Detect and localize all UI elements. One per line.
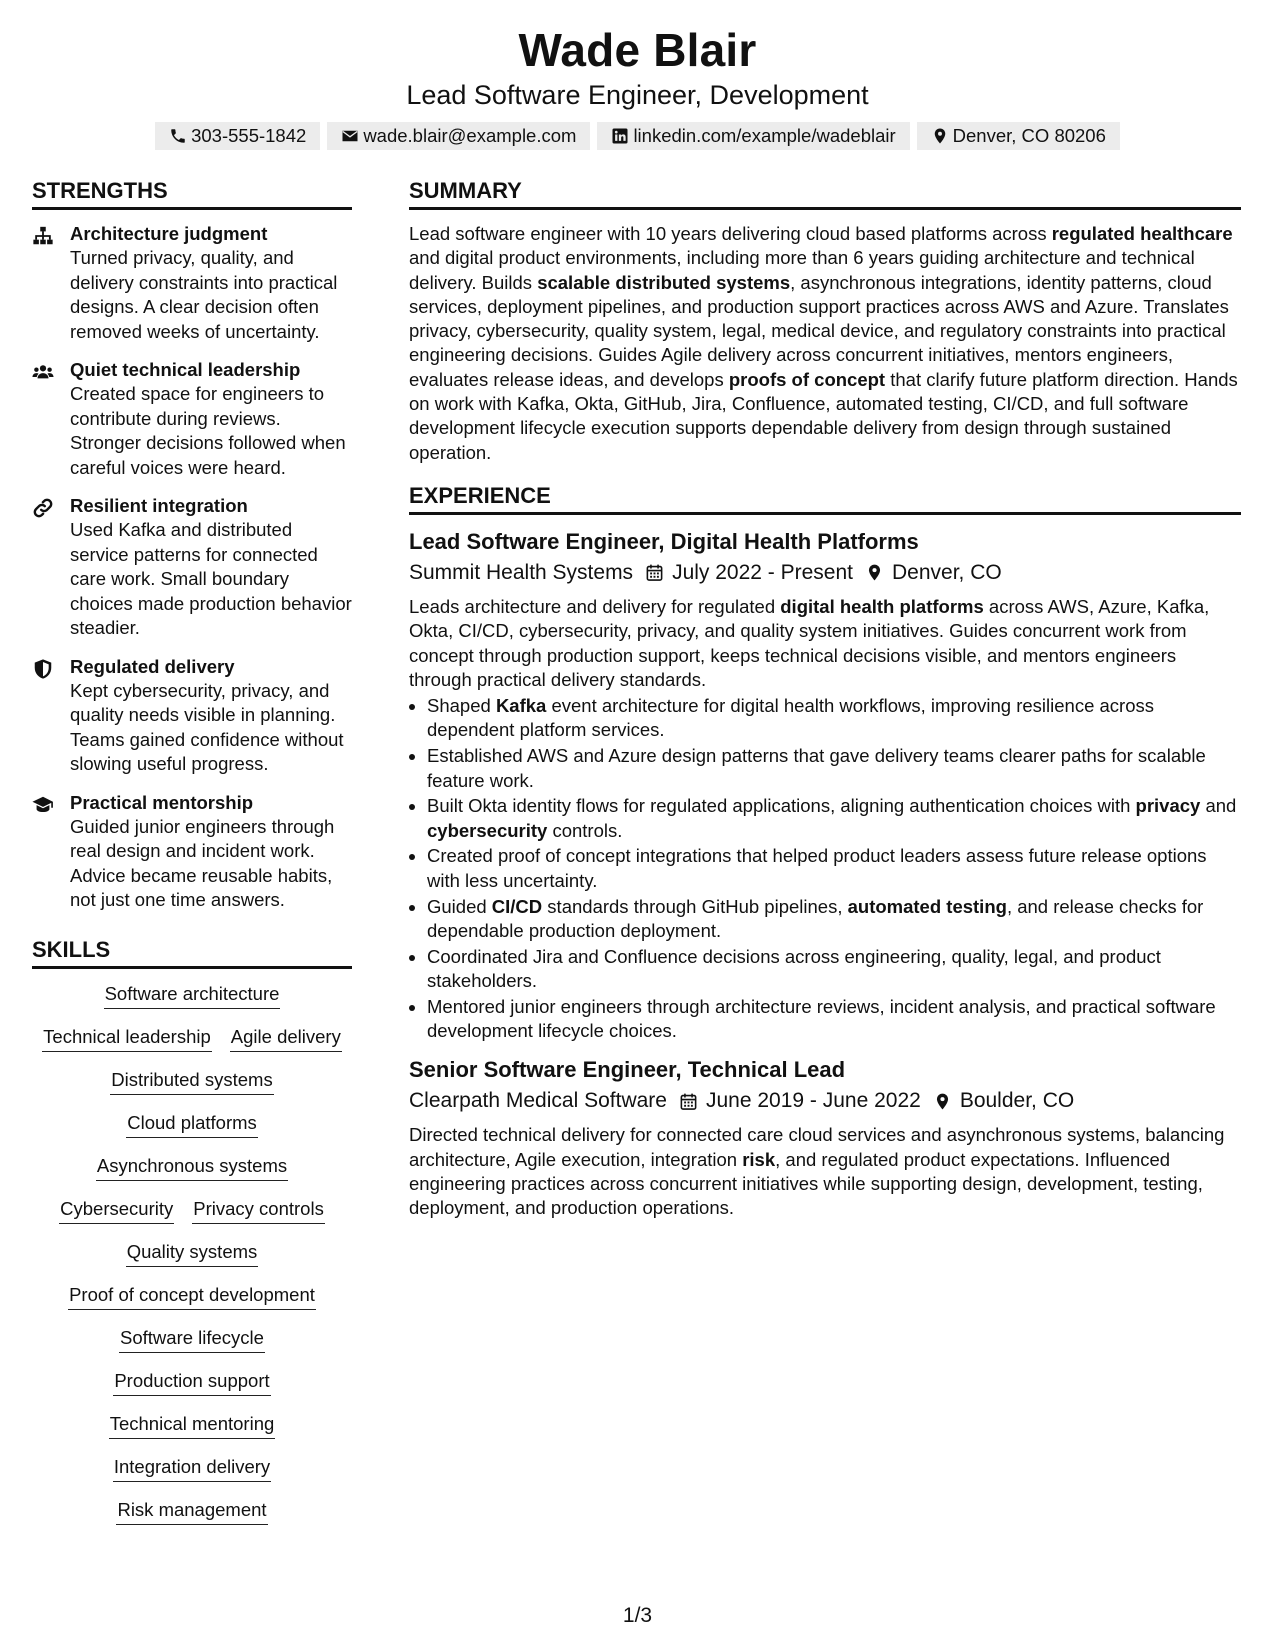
text-run: Lead software engineer with 10 years delivering cloud based platforms across xyxy=(409,223,1052,244)
strength-desc: Used Kafka and distributed service patterns for connected care work. Small boundary choices made production behavior steadier. xyxy=(70,519,352,638)
text-run: Established AWS and Azure design patterns that gave delivery teams clearer paths for scalable feature work. xyxy=(427,745,1206,791)
skill-tag: Technical mentoring xyxy=(109,1411,276,1439)
strength-desc: Created space for engineers to contribute during reviews. Stronger decisions followed when careful voices were heard. xyxy=(70,383,346,478)
job-bullets xyxy=(409,694,1241,1043)
summary-text xyxy=(409,222,1241,465)
text-run: Directed technical delivery for connected care cloud services and asynchronous systems, balancing architecture, Agile execution, integration xyxy=(409,1124,1225,1170)
skill-tag: Cybersecurity xyxy=(59,1196,174,1224)
skill-tag: Technical leadership xyxy=(42,1024,212,1052)
candidate-title: Lead Software Engineer, Development xyxy=(406,80,869,110)
candidate-name: Wade Blair xyxy=(518,24,757,76)
job-entry xyxy=(409,1055,1241,1220)
skills-list xyxy=(32,981,352,1525)
job-title: Lead Software Engineer, Digital Health Platforms xyxy=(409,528,919,554)
text-run: , and regulated product expectations. Influenced engineering practices across concurrent initiatives while supporting design, development, testing, deployment, and production operations. xyxy=(409,1148,1203,1219)
job-bullet xyxy=(427,694,1241,743)
skill-tag: Software lifecycle xyxy=(119,1325,265,1353)
contact-phone[interactable] xyxy=(155,122,320,150)
text-run: event architecture for digital health workflows, improving resilience across dependent platform services. xyxy=(427,695,1155,741)
job-description xyxy=(409,595,1241,692)
bold-text: CI/CD xyxy=(491,895,543,917)
skill-tag: Distributed systems xyxy=(110,1067,273,1095)
text-run: , and release checks for dependable production deployment. xyxy=(427,895,1204,941)
job-bullet xyxy=(427,744,1241,793)
skill-tag: Quality systems xyxy=(126,1239,259,1267)
skill-tag: Agile delivery xyxy=(230,1024,342,1052)
text-run: across AWS, Azure, Kafka, Okta, CI/CD, cybersecurity, privacy, and quality system initiatives. Guides concurrent work from concept through production support, keeps technical decisions visible, and mentors engineers through practical delivery standards. xyxy=(409,595,1210,690)
summary-heading: SUMMARY xyxy=(409,176,1241,210)
skill-tag: Cloud platforms xyxy=(126,1110,258,1138)
bold-text: Kafka xyxy=(495,695,547,717)
bold-text: risk xyxy=(742,1148,776,1170)
strength-title: Resilient integration xyxy=(70,495,248,516)
job-description xyxy=(409,1123,1241,1220)
strength-item xyxy=(32,791,352,913)
text-run: Created proof of concept integrations that helped product leaders assess future release options with less uncertainty. xyxy=(427,845,1207,891)
strength-title: Architecture judgment xyxy=(70,223,268,244)
experience-heading: EXPERIENCE xyxy=(409,481,1241,515)
strength-item xyxy=(32,494,352,641)
phone-icon xyxy=(169,127,187,145)
job-entry xyxy=(409,527,1241,1043)
job-bullet xyxy=(427,844,1241,893)
text-run: and digital product environments, including more than 6 years guiding architecture and technical delivery. Builds xyxy=(409,247,1195,293)
job-location: Boulder, CO xyxy=(959,1089,1075,1113)
text-run: controls. xyxy=(547,819,623,841)
job-company: Summit Health Systems xyxy=(409,560,634,584)
bold-text: automated testing xyxy=(847,895,1007,917)
job-location: Denver, CO xyxy=(892,560,1002,584)
page-number: 1/3 xyxy=(622,1604,653,1627)
strength-item xyxy=(32,655,352,777)
strength-desc: Kept cybersecurity, privacy, and quality needs visible in planning. Teams gained confidence without slowing useful progress. xyxy=(70,679,344,774)
text-run: Shaped xyxy=(427,695,496,717)
contact-linkedin[interactable] xyxy=(597,122,909,150)
bold-text: scalable distributed systems xyxy=(537,271,791,293)
strength-title: Regulated delivery xyxy=(70,655,235,677)
job-meta xyxy=(409,1087,1241,1115)
skill-tag: Asynchronous systems xyxy=(96,1153,288,1181)
map-marker-icon xyxy=(931,127,949,145)
contact-email[interactable] xyxy=(327,122,590,150)
job-bullet xyxy=(427,895,1241,944)
skill-tag: Risk management xyxy=(116,1497,267,1525)
envelope-icon xyxy=(341,127,359,145)
text-run: that clarify future platform direction. Hands on work with Kafka, Okta, GitHub, Jira, Confluence, automated testing, CI/CD, and full software development lifecycle execution supports dependable delivery from design through sustained operation. xyxy=(409,368,1238,463)
strength-item xyxy=(32,222,352,344)
strength-desc: Guided junior engineers through real design and incident work. Advice became reusable habits, not just one time answers. xyxy=(70,815,335,910)
text-run: Leads architecture and delivery for regulated xyxy=(409,595,781,617)
skill-tag: Proof of concept development xyxy=(68,1282,316,1310)
map-marker-icon xyxy=(933,1092,952,1111)
linkedin-text: linkedin.com/example/wadeblair xyxy=(633,125,896,146)
strength-title: Practical mentorship xyxy=(70,791,254,813)
job-meta xyxy=(409,559,1241,587)
link-icon xyxy=(32,494,70,641)
skill-tag: Integration delivery xyxy=(113,1454,271,1482)
contact-bar xyxy=(0,122,1275,150)
skill-tag: Privacy controls xyxy=(192,1196,325,1224)
job-bullet xyxy=(427,794,1241,843)
users-icon xyxy=(32,358,70,480)
text-run: standards through GitHub pipelines, xyxy=(542,895,848,917)
skills-heading: SKILLS xyxy=(32,935,352,969)
strength-desc: Turned privacy, quality, and delivery constraints into practical designs. A clear decision often removed weeks of uncertainty. xyxy=(70,247,338,342)
text-run: and xyxy=(1200,795,1237,817)
strength-title: Quiet technical leadership xyxy=(70,359,301,380)
bold-text: proofs of concept xyxy=(728,368,886,390)
skill-tag: Production support xyxy=(113,1368,270,1396)
text-run: , asynchronous integrations, identity patterns, cloud services, deployment pipelines, and production support practices across AWS and Azure. Translates privacy, cybersecurity, quality system, legal, medical device, and regulatory constraints into practical engineering decisions. Guides Agile delivery across concurrent initiatives, mentors engineers, evaluates release ideas, and develops xyxy=(409,271,1229,390)
sitemap-icon xyxy=(32,222,70,344)
bold-text: regulated healthcare xyxy=(1051,223,1233,244)
right-column xyxy=(409,176,1241,1221)
calendar-icon xyxy=(645,563,664,582)
bold-text: digital health platforms xyxy=(780,595,984,617)
graduation-cap-icon xyxy=(32,791,70,913)
phone-text: 303-555-1842 xyxy=(191,125,307,146)
job-title: Senior Software Engineer, Technical Lead xyxy=(409,1057,846,1083)
job-dates: June 2019 - June 2022 xyxy=(705,1089,921,1113)
job-company: Clearpath Medical Software xyxy=(409,1089,667,1113)
bold-text: cybersecurity xyxy=(427,819,548,841)
text-run: Coordinated Jira and Confluence decisions across engineering, quality, legal, and product stakeholders. xyxy=(427,945,1161,991)
calendar-icon xyxy=(679,1092,698,1111)
text-run: Guided xyxy=(427,895,492,917)
job-bullet xyxy=(427,995,1241,1044)
bold-text: privacy xyxy=(1135,795,1201,817)
location-text: Denver, CO 80206 xyxy=(952,125,1106,146)
job-dates: July 2022 - Present xyxy=(672,560,853,584)
linkedin-icon xyxy=(611,127,629,145)
text-run: Mentored junior engineers through architecture reviews, incident analysis, and practical software development lifecycle choices. xyxy=(427,995,1216,1042)
strength-item xyxy=(32,358,352,480)
job-bullet xyxy=(427,945,1241,994)
left-column xyxy=(32,176,352,1540)
skill-tag: Software architecture xyxy=(104,981,281,1009)
resume-header xyxy=(0,22,1275,150)
text-run: Built Okta identity flows for regulated applications, aligning authentication choices with xyxy=(427,795,1136,817)
contact-location xyxy=(917,122,1120,150)
email-text: wade.blair@example.com xyxy=(363,125,577,146)
map-marker-icon xyxy=(865,563,884,582)
strengths-heading: STRENGTHS xyxy=(32,176,352,210)
shield-icon xyxy=(32,655,70,777)
